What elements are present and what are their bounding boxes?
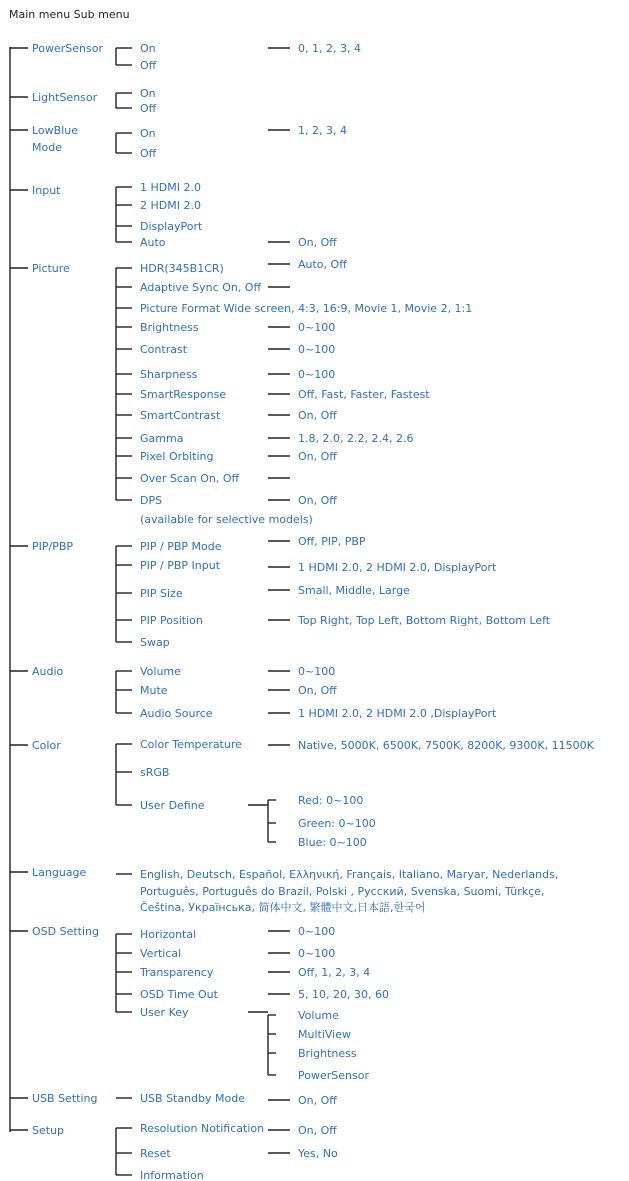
value-options-auto: On, Off: [298, 236, 337, 249]
sub-item-transparency: Transparency: [140, 966, 214, 979]
sub-item-note: (available for selective models): [140, 513, 313, 526]
sub-item-picture-format-wide-screen-4-3-1: Picture Format Wide screen, 4:3, 16:9, Movie 1, Movie 2, 1:1: [140, 302, 473, 315]
main-menu-lowblue-mode: Mode: [32, 141, 62, 154]
value-options-pip-pbp-mode: Off, PIP, PBP: [298, 535, 366, 548]
sub-item-audio-source: Audio Source: [140, 707, 213, 720]
sub-item-contrast: Contrast: [140, 343, 188, 356]
sub-item-english-deutsch-espa-ol-fran-ais: English, Deutsch, Español, Ελληνική, Français, Italiano, Maryar, Nederlands,: [140, 868, 559, 881]
sub-item-on: On: [140, 42, 156, 55]
value-options-color-temperature: Native, 5000K, 6500K, 7500K, 8200K, 9300K, 11500K: [298, 739, 594, 752]
sub-item-swap: Swap: [140, 636, 170, 649]
main-menu-audio: Audio: [32, 665, 64, 678]
value-option: PowerSensor: [298, 1069, 369, 1082]
main-menu-pip-pbp: PIP/PBP: [32, 540, 74, 553]
sub-item-user-define: User Define: [140, 799, 205, 812]
main-menu-osd-setting: OSD Setting: [32, 925, 99, 938]
sub-item-resolution-notification: Resolution Notification: [140, 1122, 265, 1135]
value-options-pip-position: Top Right, Top Left, Bottom Right, Bottom Left: [298, 614, 551, 627]
main-menu-language: Language: [32, 866, 87, 879]
sub-item-brightness: Brightness: [140, 321, 199, 334]
value-options-resolution-notification: On, Off: [298, 1124, 337, 1137]
main-menu-color: Color: [32, 739, 61, 752]
sub-item-off: Off: [140, 59, 157, 72]
value-options-smartcontrast: On, Off: [298, 409, 337, 422]
language-list-line: Čeština, Українська, 简体中文, 繁體中文,日本語,한국어: [140, 901, 426, 914]
sub-item-usb-standby-mode: USB Standby Mode: [140, 1092, 246, 1105]
main-menu-setup: Setup: [32, 1124, 65, 1137]
sub-item-over-scan-on-off: Over Scan On, Off: [140, 472, 240, 485]
value-options-on: 0, 1, 2, 3, 4: [298, 42, 361, 55]
sub-item-sharpness: Sharpness: [140, 368, 198, 381]
value-options-contrast: 0~100: [298, 343, 336, 356]
value-options-sharpness: 0~100: [298, 368, 336, 381]
sub-item-vertical: Vertical: [140, 947, 182, 960]
sub-item-pixel-orbiting: Pixel Orbiting: [140, 450, 214, 463]
sub-item-information: Information: [140, 1169, 204, 1181]
diagram-header: Main menu Sub menu: [9, 8, 130, 21]
value-options-dps: On, Off: [298, 494, 337, 507]
value-option: Red: 0~100: [298, 794, 364, 807]
value-option: Brightness: [298, 1047, 357, 1060]
sub-item-gamma: Gamma: [140, 432, 184, 445]
value-option: Volume: [298, 1009, 339, 1022]
value-options-on: 1, 2, 3, 4: [298, 124, 347, 137]
sub-item-off: Off: [140, 147, 157, 160]
sub-item-pip-size: PIP Size: [140, 587, 183, 600]
sub-item-smartcontrast: SmartContrast: [140, 409, 221, 422]
sub-item-dps: DPS: [140, 494, 163, 507]
main-menu-picture: Picture: [32, 262, 70, 275]
value-options-gamma: 1.8, 2.0, 2.2, 2.4, 2.6: [298, 432, 414, 445]
main-menu-lowblue-mode: LowBlue: [32, 124, 79, 137]
value-options-transparency: Off, 1, 2, 3, 4: [298, 966, 371, 979]
sub-item-hdr-345b1cr: HDR(345B1CR): [140, 262, 224, 275]
value-options-pixel-orbiting: On, Off: [298, 450, 337, 463]
sub-item-on: On: [140, 87, 156, 100]
sub-item-srgb: sRGB: [140, 766, 170, 779]
value-options-usb-standby-mode: On, Off: [298, 1094, 337, 1107]
sub-item-pip-position: PIP Position: [140, 614, 203, 627]
sub-item-mute: Mute: [140, 684, 168, 697]
value-options-osd-time-out: 5, 10, 20, 30, 60: [298, 988, 389, 1001]
sub-item-displayport: DisplayPort: [140, 220, 203, 233]
value-options-volume: 0~100: [298, 665, 336, 678]
value-options-pip-pbp-input: 1 HDMI 2.0, 2 HDMI 2.0, DisplayPort: [298, 561, 497, 574]
value-options-reset: Yes, No: [298, 1147, 338, 1160]
sub-item-pip-pbp-mode: PIP / PBP Mode: [140, 540, 222, 553]
sub-item-1-hdmi-2-0: 1 HDMI 2.0: [140, 181, 201, 194]
sub-item-adaptive-sync-on-off: Adaptive Sync On, Off: [140, 281, 262, 294]
value-option: MultiView: [298, 1028, 351, 1041]
sub-item-color-temperature: Color Temperature: [140, 738, 242, 751]
sub-item-off: Off: [140, 102, 157, 115]
main-menu-usb-setting: USB Setting: [32, 1092, 98, 1105]
sub-item-auto: Auto: [140, 236, 166, 249]
sub-item-osd-time-out: OSD Time Out: [140, 988, 218, 1001]
value-option: Blue: 0~100: [298, 836, 367, 849]
sub-item-smartresponse: SmartResponse: [140, 388, 227, 401]
sub-item-2-hdmi-2-0: 2 HDMI 2.0: [140, 199, 201, 212]
language-list-line: Português, Português do Brazil, Polski , Русский, Svenska, Suomi, Türkçe,: [140, 885, 545, 898]
value-options-horizontal: 0~100: [298, 925, 336, 938]
value-options-hdr-345b1cr: Auto, Off: [298, 258, 347, 271]
value-options-audio-source: 1 HDMI 2.0, 2 HDMI 2.0 ,DisplayPort: [298, 707, 497, 720]
sub-item-reset: Reset: [140, 1147, 171, 1160]
value-options-pip-size: Small, Middle, Large: [298, 584, 410, 597]
sub-item-horizontal: Horizontal: [140, 928, 197, 941]
main-menu-input: Input: [32, 184, 61, 197]
value-options-smartresponse: Off, Fast, Faster, Fastest: [298, 388, 430, 401]
main-menu-lightsensor: LightSensor: [32, 91, 98, 104]
main-menu-powersensor: PowerSensor: [32, 42, 103, 55]
value-options-brightness: 0~100: [298, 321, 336, 334]
sub-item-volume: Volume: [140, 665, 181, 678]
sub-item-on: On: [140, 127, 156, 140]
sub-item-user-key: User Key: [140, 1006, 189, 1019]
sub-item-pip-pbp-input: PIP / PBP Input: [140, 559, 221, 572]
value-options-mute: On, Off: [298, 684, 337, 697]
value-options-vertical: 0~100: [298, 947, 336, 960]
value-option: Green: 0~100: [298, 817, 376, 830]
